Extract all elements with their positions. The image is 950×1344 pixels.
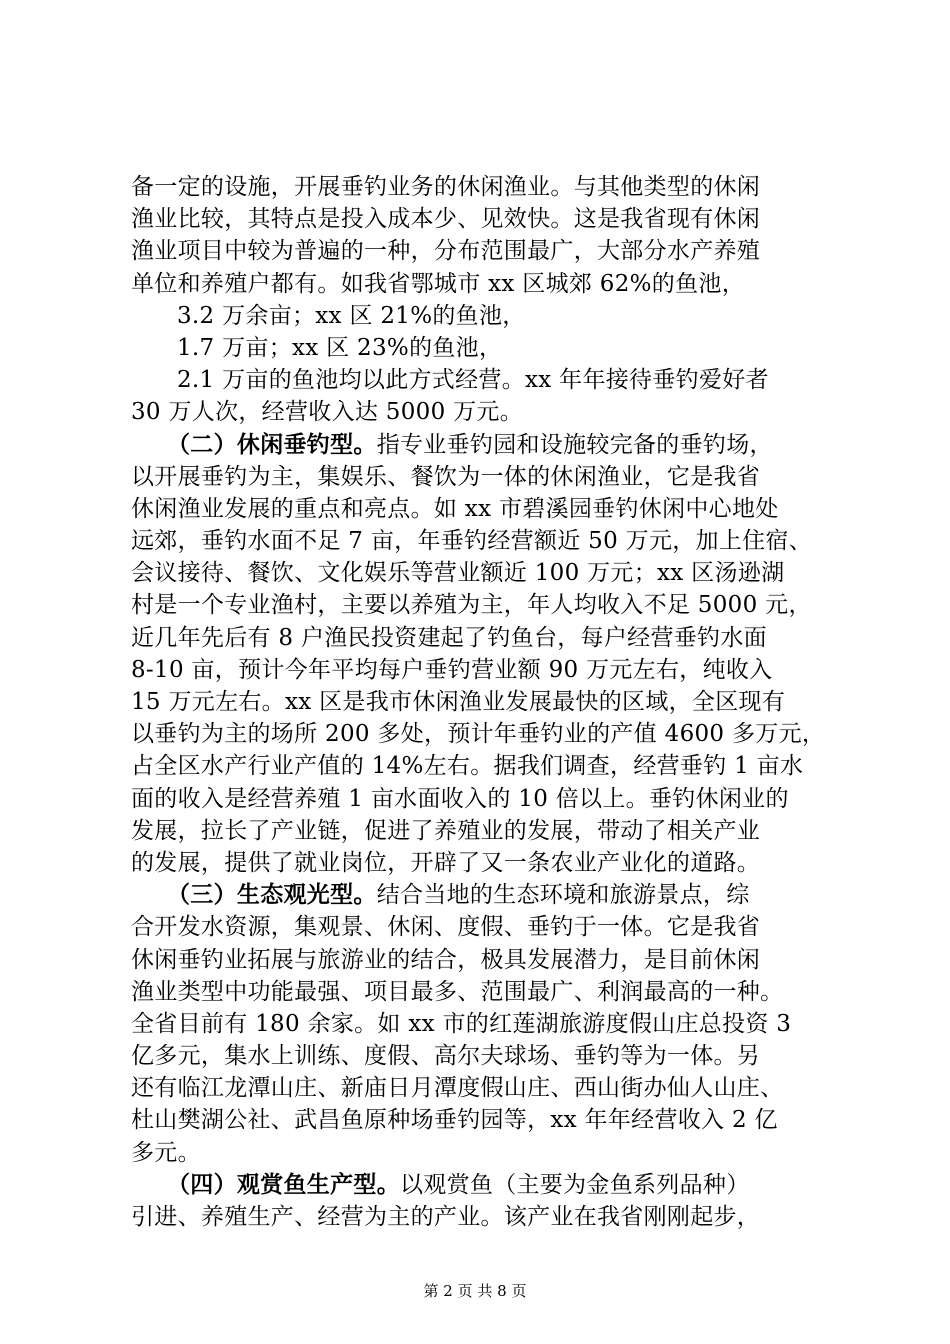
text-line <box>131 847 831 879</box>
line-text: 渔业类型中功能最强、项目最多、范围最广、利润最高的一种。 <box>131 978 784 1005</box>
line-text: 发展，拉长了产业链，促进了养殖业的发展，带动了相关产业 <box>131 817 761 844</box>
line-text: 引进、养殖生产、经营为主的产业。该产业在我省刚刚起步， <box>131 1204 761 1230</box>
text-line <box>131 1104 831 1136</box>
line-text: 结合当地的生态环境和旅游景点，综 <box>376 882 750 909</box>
line-text: 以垂钓为主的场所 200 多处，预计年垂钓业的产值 4600 多万元， <box>131 721 826 748</box>
section-heading: （二）休闲垂钓型。 <box>167 431 377 458</box>
line-text: 单位和养殖户都有。如我省鄂城市 xx 区城郊 62%的鱼池， <box>131 270 745 297</box>
text-line <box>131 493 831 525</box>
text-line <box>131 718 831 750</box>
line-text: 占全区水产行业产值的 14%左右。据我们调查，经营垂钓 1 亩水 <box>131 753 804 780</box>
line-text: 面的收入是经营养殖 1 亩水面收入的 10 倍以上。垂钓休闲业的 <box>131 785 789 812</box>
line-text: 村是一个专业渔村，主要以养殖为主，年人均收入不足 5000 元， <box>131 592 812 619</box>
text-line <box>131 429 831 461</box>
line-text: 2.1 万亩的鱼池均以此方式经营。xx 年年接待垂钓爱好者 <box>177 367 769 394</box>
text-line <box>131 235 831 267</box>
text-line <box>131 461 831 493</box>
text-line <box>131 268 831 300</box>
text-line <box>131 1137 831 1169</box>
text-line <box>131 750 831 782</box>
section-heading: （四）观赏鱼生产型。 <box>167 1171 400 1198</box>
line-text: 备一定的设施，开展垂钓业务的休闲渔业。与其他类型的休闲 <box>131 174 761 200</box>
line-text: 1.7 万亩；xx 区 23%的鱼池， <box>177 334 503 361</box>
line-text: 近几年先后有 8 户渔民投资建起了钓鱼台，每户经营垂钓水面 <box>131 624 767 651</box>
line-text: 还有临江龙潭山庄、新庙日月潭度假山庄、西山街办仙人山庄、 <box>131 1075 784 1102</box>
line-text: 会议接待、餐饮、文化娱乐等营业额近 100 万元；xx 区汤逊湖 <box>131 560 785 587</box>
section-heading: （三）生态观光型。 <box>167 882 377 909</box>
line-text: 渔业项目中较为普遍的一种，分布范围最广，大部分水产养殖 <box>131 238 761 265</box>
line-text: 休闲垂钓业拓展与旅游业的结合，极具发展潜力，是目前休闲 <box>131 946 761 973</box>
line-text: 30 万人次，经营收入达 5000 万元。 <box>131 399 524 426</box>
text-line <box>131 557 831 589</box>
page-footer: 第 2 页 共 8 页 <box>423 1282 527 1300</box>
line-text: 亿多元，集水上训练、度假、高尔夫球场、垂钓等为一体。另 <box>131 1043 761 1070</box>
text-line <box>131 879 831 911</box>
text-line <box>131 911 831 943</box>
document-body <box>131 171 831 1233</box>
text-line <box>131 589 831 621</box>
line-text: 8-10 亩，预计今年平均每户垂钓营业额 90 万元左右，纯收入 <box>131 656 773 683</box>
text-line <box>131 171 831 203</box>
text-line <box>131 203 831 235</box>
line-text: 多元。 <box>131 1139 201 1166</box>
text-line <box>131 944 831 976</box>
text-line <box>131 364 831 396</box>
line-text: 杜山樊湖公社、武昌鱼原种场垂钓园等，xx 年年经营收入 2 亿 <box>131 1107 778 1134</box>
text-line <box>131 654 831 686</box>
text-line <box>131 1169 831 1201</box>
text-line <box>131 396 831 428</box>
line-text: 全省目前有 180 余家。如 xx 市的红莲湖旅游度假山庄总投资 3 <box>131 1010 792 1037</box>
text-line <box>131 815 831 847</box>
text-line <box>131 783 831 815</box>
line-text: 渔业比较，其特点是投入成本少、见效快。这是我省现有休闲 <box>131 206 761 233</box>
line-text: 远郊，垂钓水面不足 7 亩，年垂钓经营额近 50 万元，加上住宿、 <box>131 528 813 555</box>
line-text: 以开展垂钓为主，集娱乐、餐饮为一体的休闲渔业，它是我省 <box>131 463 761 490</box>
text-line <box>131 686 831 718</box>
line-text: 3.2 万余亩；xx 区 21%的鱼池， <box>177 302 526 329</box>
line-text: 合开发水资源，集观景、休闲、度假、垂钓于一体。它是我省 <box>131 914 761 941</box>
text-line <box>131 1040 831 1072</box>
text-line <box>131 1072 831 1104</box>
line-text: 的发展，提供了就业岗位，开辟了又一条农业产业化的道路。 <box>131 849 761 876</box>
text-line <box>131 976 831 1008</box>
text-line <box>131 332 831 364</box>
line-text: 休闲渔业发展的重点和亮点。如 xx 市碧溪园垂钓休闲中心地处 <box>131 495 779 522</box>
line-text: 15 万元左右。xx 区是我市休闲渔业发展最快的区域，全区现有 <box>131 689 786 715</box>
text-line <box>131 525 831 557</box>
text-line <box>131 622 831 654</box>
text-line <box>131 300 831 332</box>
text-line <box>131 1008 831 1040</box>
line-text: 以观赏鱼（主要为金鱼系列品种） <box>400 1171 750 1198</box>
line-text: 指专业垂钓园和设施较完备的垂钓场， <box>376 431 773 458</box>
text-line <box>131 1201 831 1233</box>
